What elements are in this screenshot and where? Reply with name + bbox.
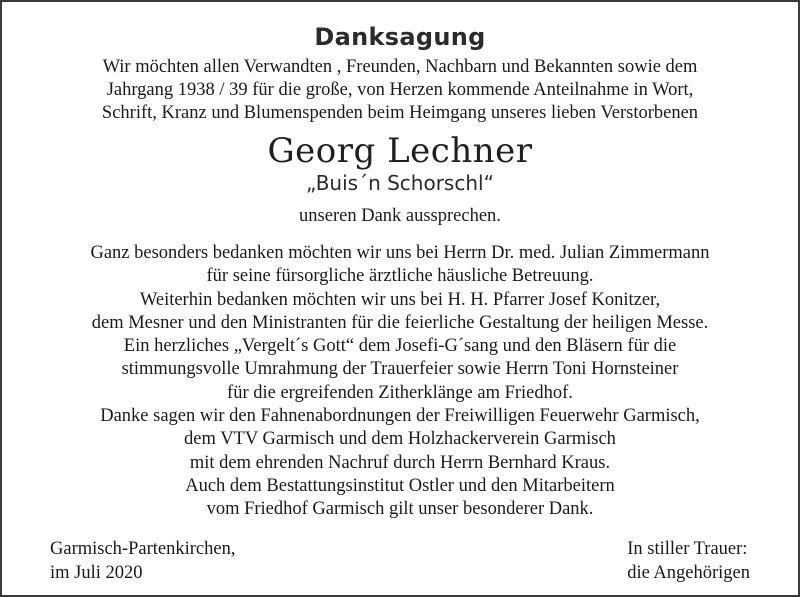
signature: die Angehörigen [627, 563, 750, 583]
body-line: dem Mesner und den Ministranten für die feierliche Gestaltung der heiligen Messe. [91, 312, 709, 333]
date: im Juli 2020 [50, 563, 143, 583]
body-line: Danke sagen wir den Fahnenabordnungen der Freiwilligen Feuerwehr Garmisch, [100, 406, 700, 427]
body-line: stimmungsvolle Umrahmung der Trauerfeier sowie Herrn Toni Hornsteiner [121, 359, 679, 380]
signature-block [627, 537, 750, 585]
intro-line: Jahrgang 1938 / 39 für die große, von Herzen kommende Anteilnahme in Wort, [106, 80, 694, 100]
body-line: für die ergreifenden Zitherklänge am Friedhof. [227, 382, 573, 403]
intro-line: Wir möchten allen Verwandten , Freunden, Nachbarn und Bekannten sowie dem [102, 57, 698, 77]
intro-line: Schrift, Kranz und Blumenspenden beim Heimgang unseres lieben Verstorbenen [101, 103, 699, 123]
body-line: für seine fürsorgliche ärztliche häusliche Betreuung. [206, 266, 594, 287]
body-line: Ganz besonders bedanken möchten wir uns bei Herrn Dr. med. Julian Zimmermann [90, 243, 710, 263]
deceased-nickname: „Buis´n Schorschl“ [306, 171, 494, 195]
body-line: mit dem ehrenden Nachruf durch Herrn Bernhard Kraus. [189, 452, 611, 473]
body-line: Ein herzliches „Vergelt´s Gott“ dem Josefi-G´sang und den Bläsern für die [123, 336, 677, 357]
body-line: Auch dem Bestattungsinstitut Ostler und den Mitarbeitern [185, 475, 615, 496]
place-and-date [50, 537, 235, 585]
thanks-line: unseren Dank aussprechen. [299, 206, 501, 226]
body-line: dem VTV Garmisch und dem Holzhackerverein Garmisch [184, 429, 616, 450]
deceased-name: Georg Lechner [267, 131, 533, 171]
intro-paragraph [22, 56, 778, 125]
mourning-line: In stiller Trauer: [627, 539, 748, 559]
acknowledgement-paragraph [22, 242, 778, 522]
notice-heading: Danksagung [314, 23, 486, 51]
body-line: vom Friedhof Garmisch gilt unser besonderer Dank. [206, 499, 594, 520]
place: Garmisch-Partenkirchen, [50, 539, 236, 559]
body-line: Weiterhin bedanken möchten wir uns bei H. H. Pfarrer Josef Konitzer, [139, 289, 661, 310]
